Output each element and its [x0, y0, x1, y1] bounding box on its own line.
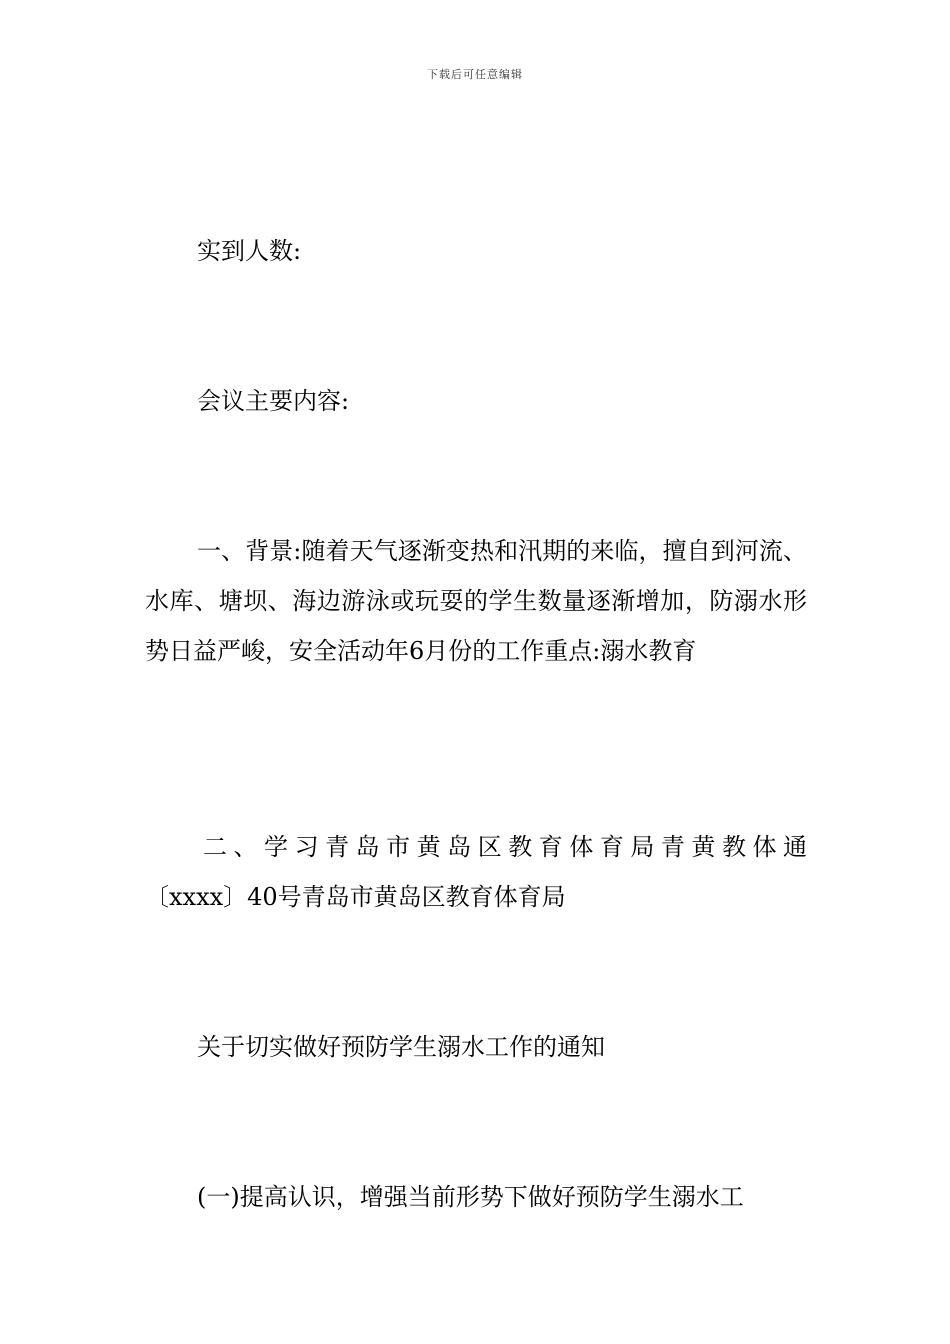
- attendance-label: 实到人数:: [197, 237, 302, 265]
- study-line-2: 〔xxxx〕40号青岛市黄岛区教育体育局: [145, 883, 566, 911]
- study-line-1: 二、学习青岛市黄岛区教育体育局青黄教体通: [203, 833, 807, 861]
- page-header-note: 下载后可任意编辑: [427, 68, 523, 81]
- section-1-heading: (一)提高认识，增强当前形势下做好预防学生溺水工: [197, 1183, 744, 1211]
- meeting-content-label: 会议主要内容:: [197, 387, 350, 415]
- study-paragraph: [145, 822, 807, 922]
- background-paragraph: 一、背景:随着天气逐渐变热和汛期的来临，擅自到河流、水库、塘坝、海边游泳或玩耍的学生数量逐渐增加，防溺水形势日益严峻，安全活动年6月份的工作重点:溺水教育: [145, 537, 807, 665]
- notice-title: 关于切实做好预防学生溺水工作的通知: [197, 1033, 605, 1061]
